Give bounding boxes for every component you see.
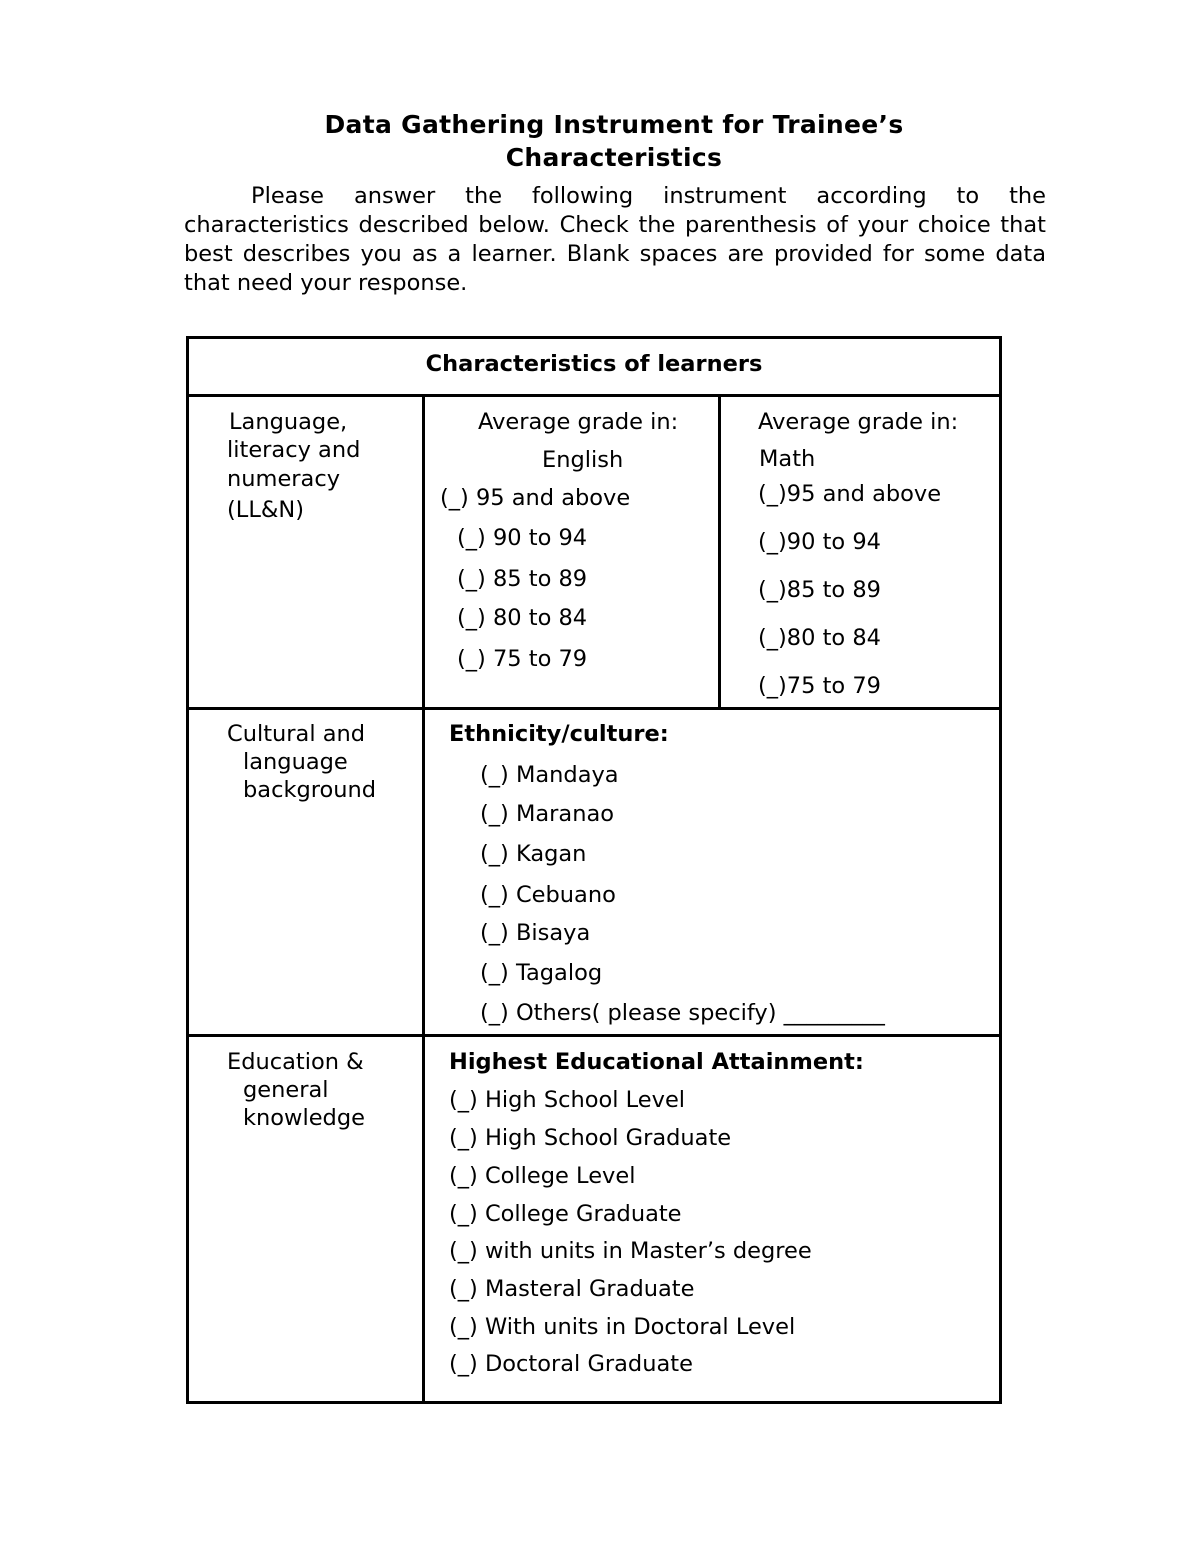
math-option-85-89[interactable]: (_)85 to 89: [758, 577, 881, 603]
english-option-95-above[interactable]: (_) 95 and above: [440, 485, 631, 511]
table-header: Characteristics of learners: [425, 351, 763, 377]
table-rule: [422, 397, 425, 1401]
english-option-80-84[interactable]: (_) 80 to 84: [457, 605, 588, 631]
english-subject: English: [542, 447, 624, 473]
row3-label-line: general: [243, 1077, 329, 1103]
english-heading: Average grade in:: [478, 409, 679, 435]
math-heading: Average grade in:: [758, 409, 959, 435]
table-rule: [189, 1034, 999, 1037]
math-subject: Math: [759, 446, 816, 472]
row3-label-line: knowledge: [243, 1105, 365, 1131]
education-option-masters-units[interactable]: (_) with units in Master’s degree: [449, 1238, 812, 1264]
english-option-90-94[interactable]: (_) 90 to 94: [457, 525, 588, 551]
ethnicity-option-maranao[interactable]: (_) Maranao: [480, 801, 615, 827]
row1-label-line: Language,: [229, 409, 348, 435]
education-option-college-graduate[interactable]: (_) College Graduate: [449, 1201, 682, 1227]
math-option-75-79[interactable]: (_)75 to 79: [758, 673, 881, 699]
english-option-85-89[interactable]: (_) 85 to 89: [457, 566, 588, 592]
title-line-1: Data Gathering Instrument for Trainee’s: [324, 110, 904, 139]
education-option-college-level[interactable]: (_) College Level: [449, 1163, 636, 1189]
ethnicity-option-tagalog[interactable]: (_) Tagalog: [480, 960, 603, 986]
ethnicity-option-bisaya[interactable]: (_) Bisaya: [480, 920, 591, 946]
row1-label-line: numeracy: [227, 466, 341, 492]
english-option-75-79[interactable]: (_) 75 to 79: [457, 646, 588, 672]
instructions-paragraph: Please answer the following instrument according to the characteristics described below. Check the parenthesis of your choice that best describes you as a learner. Blank spaces are provided for some data that need your response.: [184, 183, 1046, 296]
row2-label-line: Cultural and: [227, 721, 366, 747]
education-option-hs-graduate[interactable]: (_) High School Graduate: [449, 1125, 732, 1151]
education-option-hs-level[interactable]: (_) High School Level: [449, 1087, 686, 1113]
row2-label-line: background: [243, 777, 377, 803]
row1-label-line: (LL&N): [227, 497, 305, 523]
ethnicity-option-mandaya[interactable]: (_) Mandaya: [480, 762, 619, 788]
math-option-80-84[interactable]: (_)80 to 84: [758, 625, 881, 651]
ethnicity-option-cebuano[interactable]: (_) Cebuano: [480, 882, 616, 908]
table-rule: [189, 707, 999, 710]
row2-label-line: language: [243, 749, 348, 775]
document-title: [0, 108, 1200, 174]
ethnicity-heading: Ethnicity/culture:: [449, 721, 669, 747]
education-option-doctoral-units[interactable]: (_) With units in Doctoral Level: [449, 1314, 796, 1340]
ethnicity-option-kagan[interactable]: (_) Kagan: [480, 841, 587, 867]
ethnicity-option-others[interactable]: (_) Others( please specify) _________: [480, 1000, 885, 1026]
table-rule: [189, 394, 999, 397]
math-option-90-94[interactable]: (_)90 to 94: [758, 529, 881, 555]
title-line-2: Characteristics: [505, 143, 723, 172]
characteristics-table: [186, 336, 1002, 1404]
education-heading: Highest Educational Attainment:: [449, 1049, 864, 1075]
row1-label-line: literacy and: [227, 437, 361, 463]
table-rule: [718, 397, 721, 707]
education-option-doctoral-graduate[interactable]: (_) Doctoral Graduate: [449, 1351, 693, 1377]
education-option-masteral-graduate[interactable]: (_) Masteral Graduate: [449, 1276, 695, 1302]
row3-label-line: Education &: [227, 1049, 364, 1075]
math-option-95-above[interactable]: (_)95 and above: [758, 481, 942, 507]
